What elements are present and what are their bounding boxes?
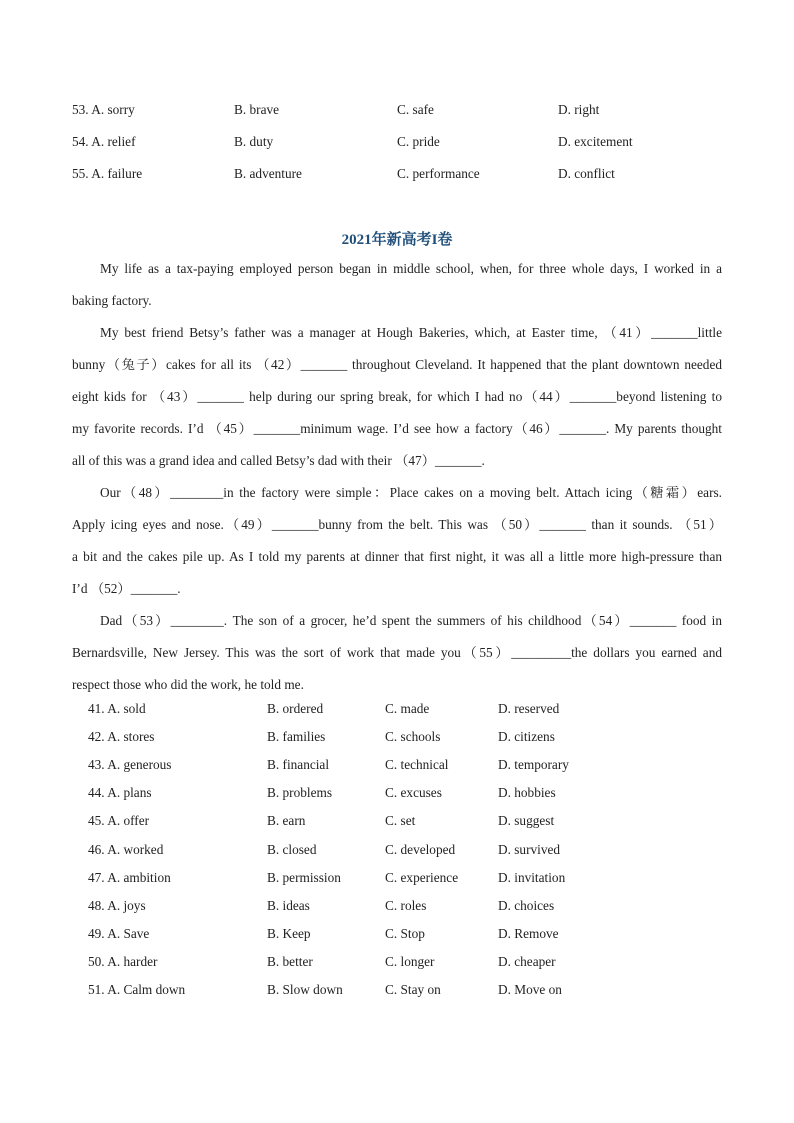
option-a: 53. A. sorry [72,102,135,117]
option-c: C. longer [385,953,435,969]
question-row [0,813,794,833]
option-d: D. right [558,102,600,117]
passage-line: my favorite records. I’d （45）_______minimum wage. I’d see how a factory（46）_______. My parents thought [72,421,722,436]
option-a: 48. A. joys [88,897,146,913]
paragraph-1 [72,253,722,317]
option-c: C. pride [397,134,440,149]
option-b: B. permission [267,869,341,885]
option-d: D. Move on [498,982,562,997]
option-b: B. earn [267,813,306,829]
option-d: D. Remove [498,925,559,941]
question-row [0,701,794,721]
paragraph-4 [72,605,722,701]
option-a: 42. A. stores [88,729,155,745]
option-b: B. Keep [267,925,311,941]
option-a: 54. A. relief [72,134,136,149]
passage-line: eight kids for （43）_______ help during our spring break, for which I had no（44）_______beyond listening to [72,389,722,404]
passage-line: Apply icing eyes and nose.（49）_______bunny from the belt. This was （50）_______ than it sounds. （51） [72,517,722,532]
option-c: C. made [385,701,430,716]
option-d: D. invitation [498,869,566,885]
option-b: B. problems [267,785,333,801]
option-c: C. developed [385,841,456,857]
option-b: B. ordered [267,701,324,716]
option-a: 44. A. plans [88,785,152,801]
option-row-54 [0,134,794,154]
option-c: C. experience [385,869,459,885]
question-row [0,870,794,890]
option-b: B. financial [267,757,330,773]
option-d: D. cheaper [498,953,556,969]
question-row [0,898,794,918]
option-b: B. ideas [267,897,310,913]
question-row [0,982,794,1002]
question-row [0,926,794,946]
option-b: B. adventure [234,166,302,181]
option-c: C. Stop [385,925,425,941]
option-d: D. survived [498,841,561,857]
option-c: C. safe [397,102,434,117]
option-d: D. excitement [558,134,633,149]
option-a: 49. A. Save [88,925,150,941]
option-b: B. better [267,953,313,969]
question-row [0,757,794,777]
question-row [0,785,794,805]
option-row-53 [0,102,794,122]
option-c: C. technical [385,757,449,773]
option-a: 43. A. generous [88,757,172,773]
option-d: D. choices [498,897,555,913]
option-a: 47. A. ambition [88,869,171,885]
option-c: C. set [385,813,416,829]
passage-line: a bit and the cakes pile up. As I told my parents at dinner that first night, it was all a little more high-pressure than [72,549,722,564]
option-b: B. Slow down [267,982,343,997]
passage-line: My best friend Betsy’s father was a manager at Hough Bakeries, which, at Easter time, （41）_______little [100,325,722,340]
option-a: 50. A. harder [88,953,158,969]
option-d: D. citizens [498,729,555,745]
passage-line: Dad（53）________. The son of a grocer, he’d spent the summers of his childhood（54）_______ food in [100,613,722,628]
option-b: B. families [267,729,326,745]
section-title: 2021年新高考I卷 [341,232,453,248]
option-a: 46. A. worked [88,841,164,857]
option-d: D. hobbies [498,785,556,801]
option-c: C. schools [385,729,441,745]
passage [72,253,722,701]
option-b: B. closed [267,841,317,857]
passage-line: My life as a tax-paying employed person began in middle school, when, for three whole days, I worked in a [100,261,722,276]
option-a: 45. A. offer [88,813,150,829]
option-d: D. conflict [558,166,615,181]
paragraph-2 [72,317,722,477]
option-a: 55. A. failure [72,166,143,181]
option-a: 41. A. sold [88,701,146,716]
option-b: B. duty [234,134,274,149]
passage-line: respect those who did the work, he told me. [72,677,304,692]
passage-line: baking factory. [72,293,152,308]
option-c: C. performance [397,166,480,181]
option-row-55 [0,166,794,186]
passage-line: all of this was a grand idea and called Betsy’s dad with their （47）_______. [72,453,485,468]
passage-line: I’d （52）_______. [72,581,181,596]
question-row [0,842,794,862]
option-a: 51. A. Calm down [88,982,186,997]
question-row [0,729,794,749]
option-b: B. brave [234,102,280,117]
passage-line: Bernardsville, New Jersey. This was the sort of work that made you（55）_________the dollars you earned and [72,645,722,660]
option-c: C. excuses [385,785,442,801]
passage-line: bunny（兔子）cakes for all its （42）_______ throughout Cleveland. It happened that the plant downtown needed [72,357,722,372]
option-d: D. temporary [498,757,569,773]
option-d: D. suggest [498,813,555,829]
option-d: D. reserved [498,701,560,716]
paragraph-3 [72,477,722,605]
question-row [0,954,794,974]
passage-line: Our（48）________in the factory were simple：Place cakes on a moving belt. Attach icing（糖霜）ears. [100,485,722,500]
option-c: C. roles [385,897,427,913]
option-c: C. Stay on [385,982,441,997]
